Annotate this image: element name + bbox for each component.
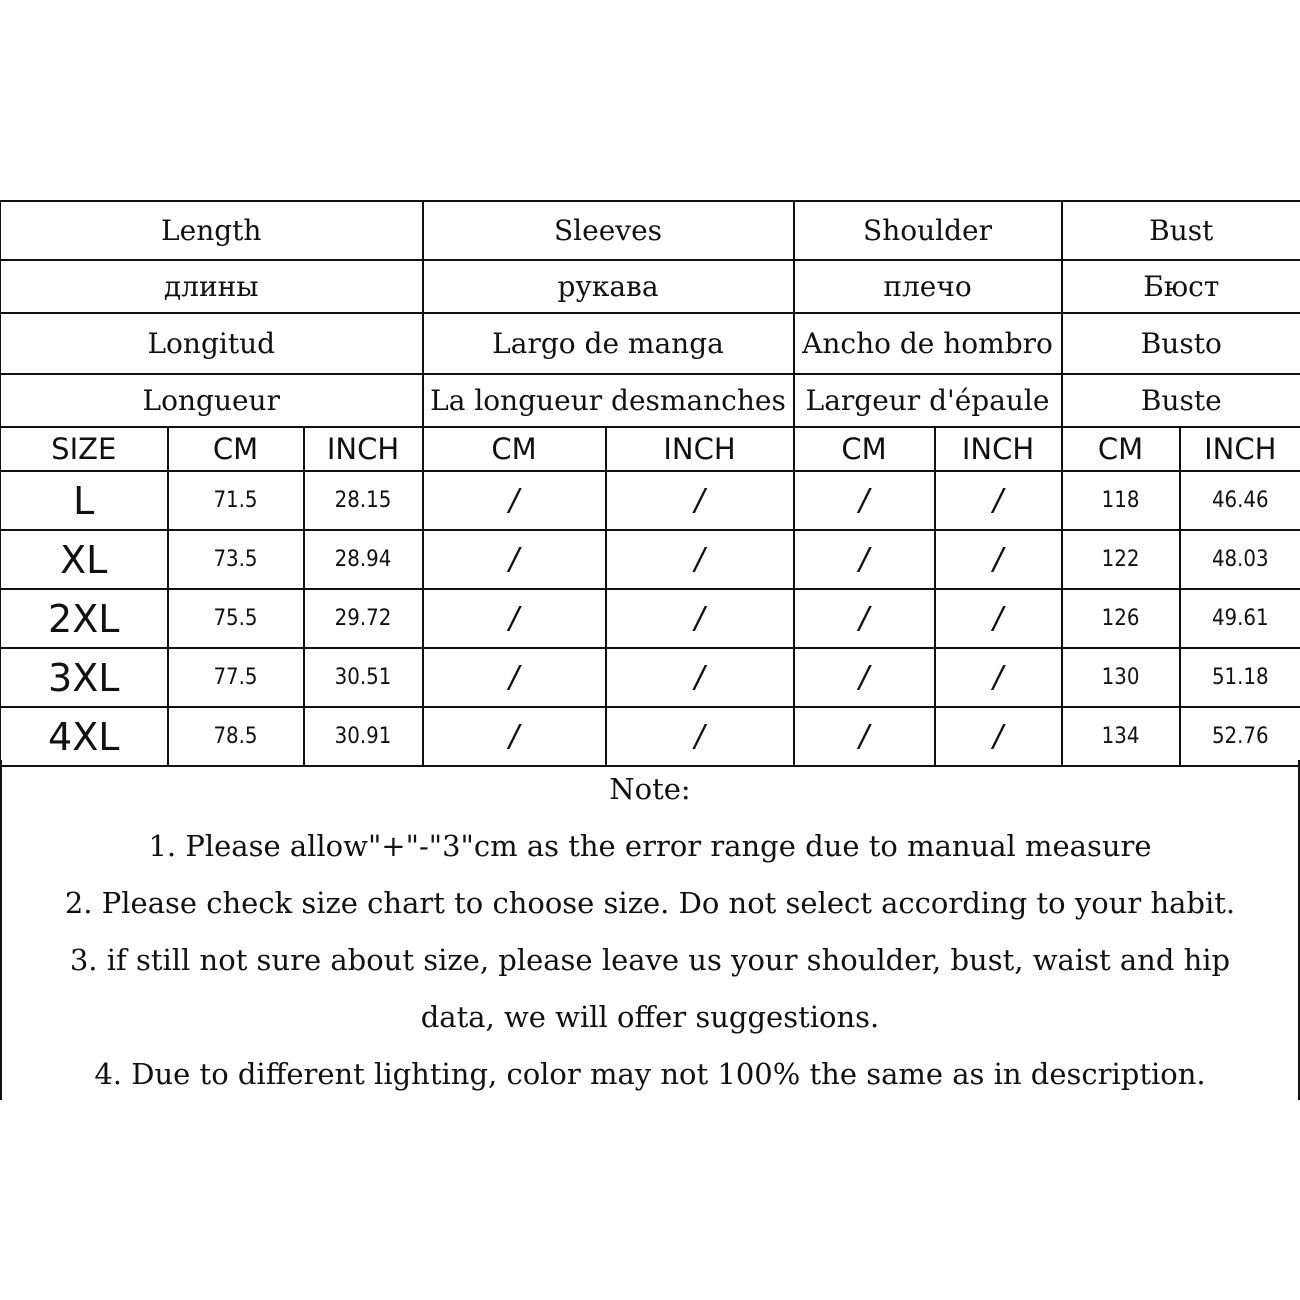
header-shoulder-ru: плечо [794,260,1062,313]
sleeves-cm-value: / [423,471,606,530]
size-label: 3XL [1,648,168,707]
note-title: Note: [609,772,691,806]
header-shoulder-fr: Largeur d'épaule [794,374,1062,427]
size-column-header: SIZE [1,427,168,471]
bust-cm-value: 118 [1062,471,1180,530]
length-cm-value: 78.5 [168,707,304,766]
length-cm-value: 71.5 [168,471,304,530]
header-row-spanish [1,313,1300,374]
header-length-ru: длины [1,260,423,313]
sleeves-inch-value: / [606,471,794,530]
length-cm-value: 77.5 [168,648,304,707]
table-row [1,648,1300,707]
bust-cm-value: 126 [1062,589,1180,648]
sleeves-inch-header: INCH [606,427,794,471]
note-line-3: 3. if still not sure about size, please leave us your shoulder, bust, waist and hip [69,943,1231,977]
length-inch-header: INCH [304,427,423,471]
bust-cm-value: 134 [1062,707,1180,766]
shoulder-inch-value: / [935,530,1062,589]
sleeves-cm-value: / [423,707,606,766]
sleeves-inch-value: / [606,589,794,648]
bust-inch-value: 46.46 [1180,471,1300,530]
header-sleeves: Sleeves [423,201,794,260]
bust-inch-value: 52.76 [1180,707,1300,766]
header-length: Length [1,201,423,260]
header-length-es: Longitud [1,313,423,374]
header-bust-fr: Buste [1062,374,1300,427]
shoulder-inch-header: INCH [935,427,1062,471]
shoulder-inch-value: / [935,589,1062,648]
bust-inch-value: 49.61 [1180,589,1300,648]
shoulder-cm-value: / [794,648,935,707]
header-bust-ru: Бюст [1062,260,1300,313]
length-inch-value: 30.51 [304,648,423,707]
bust-inch-value: 51.18 [1180,648,1300,707]
size-table [0,200,1300,767]
length-cm-value: 73.5 [168,530,304,589]
shoulder-cm-header: CM [794,427,935,471]
shoulder-cm-value: / [794,530,935,589]
table-row [1,589,1300,648]
table-row [1,471,1300,530]
bust-inch-header: INCH [1180,427,1300,471]
shoulder-cm-value: / [794,707,935,766]
bust-cm-value: 122 [1062,530,1180,589]
length-inch-value: 28.94 [304,530,423,589]
header-bust-es: Busto [1062,313,1300,374]
size-label: L [1,471,168,530]
sleeves-cm-value: / [423,589,606,648]
size-label: XL [1,530,168,589]
size-chart [0,200,1300,1100]
size-label: 4XL [1,707,168,766]
shoulder-cm-value: / [794,471,935,530]
note-line-2: 2. Please check size chart to choose size. Do not select according to your habit. [64,886,1236,920]
bust-cm-value: 130 [1062,648,1180,707]
header-sleeves-fr: La longueur desmanches [423,374,794,427]
bust-inch-value: 48.03 [1180,530,1300,589]
length-inch-value: 30.91 [304,707,423,766]
bust-cm-header: CM [1062,427,1180,471]
header-sleeves-es: Largo de manga [423,313,794,374]
length-inch-value: 29.72 [304,589,423,648]
length-cm-value: 75.5 [168,589,304,648]
shoulder-cm-value: / [794,589,935,648]
length-cm-header: CM [168,427,304,471]
sleeves-inch-value: / [606,530,794,589]
header-sleeves-ru: рукава [423,260,794,313]
sleeves-inch-value: / [606,648,794,707]
header-shoulder-es: Ancho de hombro [794,313,1062,374]
note-line-4: 4. Due to different lighting, color may not 100% the same as in description. [94,1057,1206,1091]
unit-row [1,427,1300,471]
shoulder-inch-value: / [935,707,1062,766]
header-row-english [1,201,1300,260]
header-shoulder: Shoulder [794,201,1062,260]
header-row-french [1,374,1300,427]
notes-section [0,760,1300,1100]
table-row [1,707,1300,766]
shoulder-inch-value: / [935,471,1062,530]
sleeves-cm-value: / [423,648,606,707]
header-row-russian [1,260,1300,313]
header-bust: Bust [1062,201,1300,260]
table-row [1,530,1300,589]
note-line-1: 1. Please allow"+"-"3"cm as the error range due to manual measure [148,829,1152,863]
sleeves-cm-header: CM [423,427,606,471]
sleeves-inch-value: / [606,707,794,766]
note-line-3-continued: data, we will offer suggestions. [420,1000,880,1034]
length-inch-value: 28.15 [304,471,423,530]
shoulder-inch-value: / [935,648,1062,707]
size-label: 2XL [1,589,168,648]
header-length-fr: Longueur [1,374,423,427]
sleeves-cm-value: / [423,530,606,589]
